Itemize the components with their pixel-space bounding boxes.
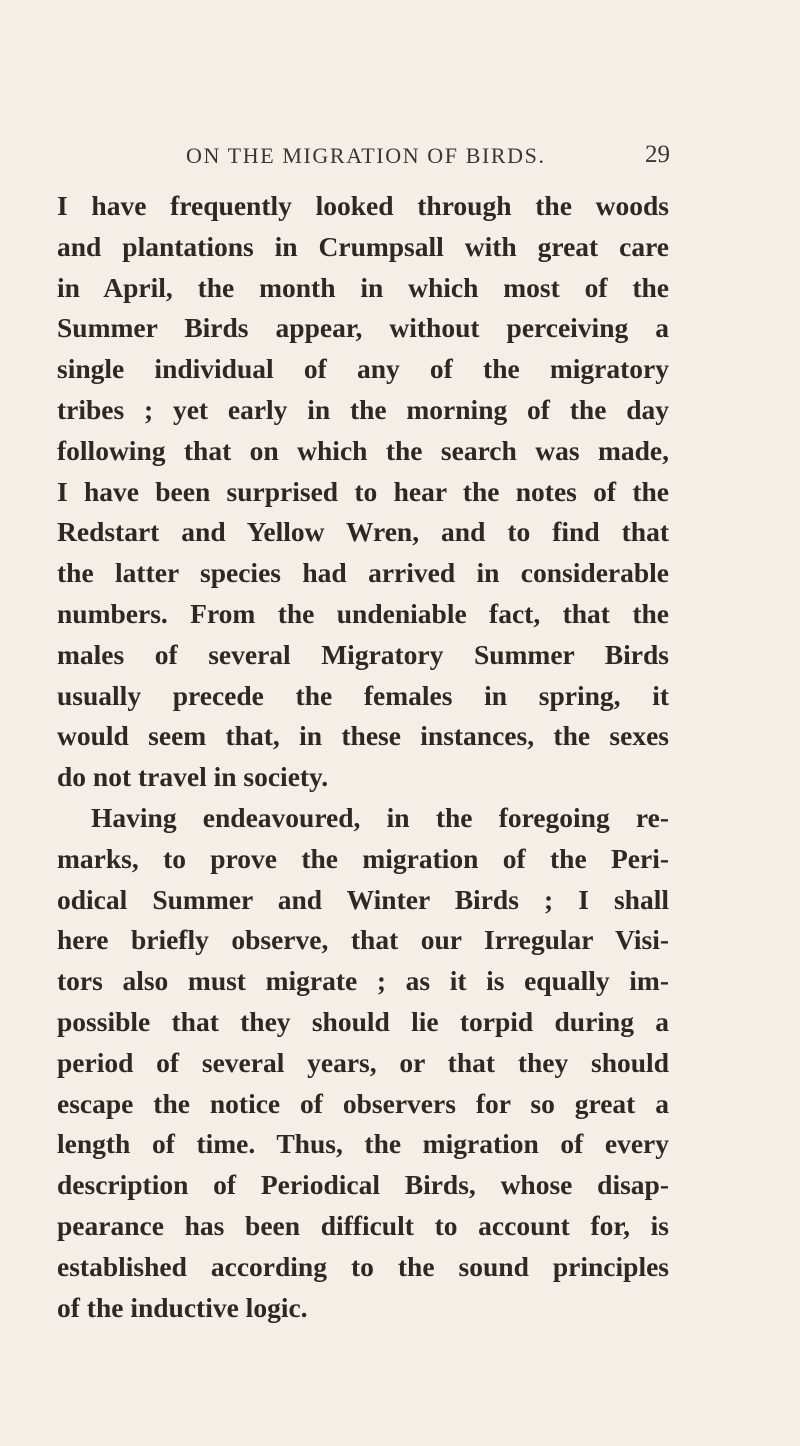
text-line: following that on which the search was made, — [57, 434, 669, 466]
text-line: males of several Migratory Summer Birds — [57, 638, 669, 670]
text-line: Summer Birds appear, without perceiving a — [57, 312, 669, 344]
text-line: single individual of any of the migratory — [57, 353, 669, 385]
text-line: possible that they should lie torpid during a — [57, 1005, 669, 1037]
text-line: I have frequently looked through the woods — [57, 190, 669, 221]
text-line: do not travel in society. — [57, 761, 329, 793]
text-line: here briefly observe, that our Irregular Visi- — [57, 924, 669, 956]
text-line: Redstart and Yellow Wren, and to find that — [57, 516, 669, 548]
text-line: of the inductive logic. — [57, 1291, 308, 1323]
text-line: odical Summer and Winter Birds ; I shall — [57, 883, 669, 915]
text-line: tribes ; yet early in the morning of the day — [57, 393, 669, 425]
text-line: I have been surprised to hear the notes of the — [57, 475, 669, 507]
text-line: usually precede the females in spring, it — [57, 679, 669, 711]
text-line: length of time. Thus, the migration of every — [57, 1128, 669, 1160]
text-line: and plantations in Crumpsall with great care — [57, 230, 669, 262]
running-title: ON THE MIGRATION OF BIRDS. — [186, 143, 546, 168]
text-line: escape the notice of observers for so great a — [57, 1087, 669, 1119]
page-number: 29 — [645, 141, 670, 168]
text-line: established according to the sound principles — [57, 1250, 669, 1282]
text-line: period of several years, or that they should — [57, 1046, 669, 1078]
text-line: the latter species had arrived in considerable — [57, 557, 669, 589]
running-header — [118, 143, 670, 173]
text-line: marks, to prove the migration of the Peri- — [57, 842, 669, 874]
text-line: description of Periodical Birds, whose disap- — [57, 1169, 669, 1201]
body-text — [57, 186, 669, 1328]
text-line: Having endeavoured, in the foregoing re- — [91, 801, 669, 833]
text-line: would seem that, in these instances, the sexes — [57, 720, 669, 752]
text-line: in April, the month in which most of the — [57, 271, 669, 303]
text-line: pearance has been difficult to account for, is — [57, 1209, 669, 1241]
text-line: numbers. From the undeniable fact, that the — [57, 597, 669, 629]
text-line: tors also must migrate ; as it is equally im- — [57, 965, 669, 997]
